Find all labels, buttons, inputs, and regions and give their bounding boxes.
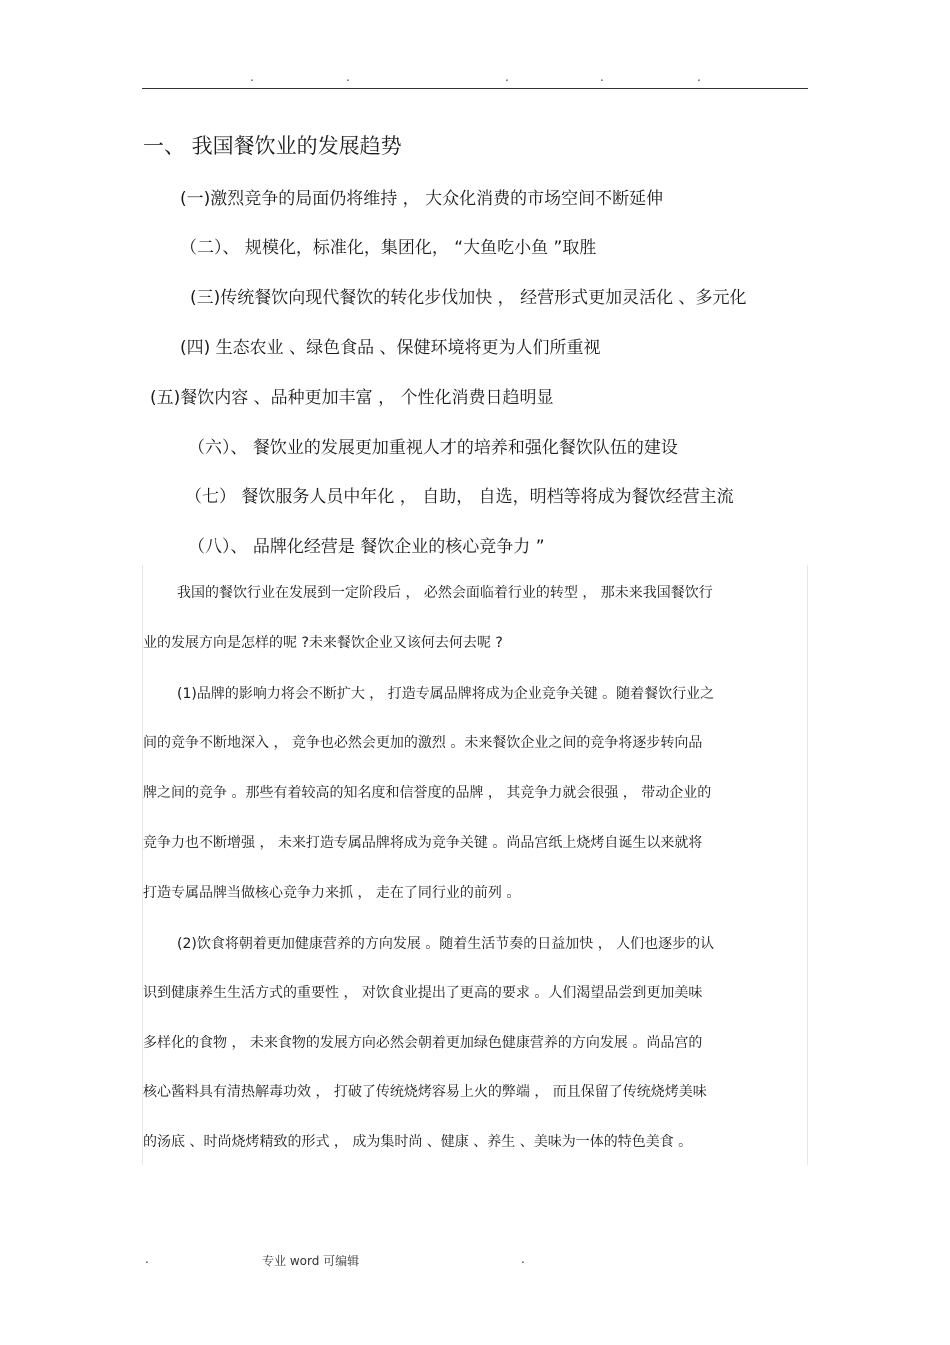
header-rule (142, 88, 808, 89)
trend-item: (三)传统餐饮向现代餐饮的转化步伐加快 ， 经营形式更加灵活化 、多元化 (190, 288, 747, 308)
header-dot: . (697, 70, 701, 84)
body-line: 多样化的食物 ， 未来食物的发展方向必然会朝着更加绿色健康营养的方向发展 。尚品宫的 (143, 1035, 703, 1051)
body-text-box (142, 565, 808, 1165)
body-line: (1)品牌的影响力将会不断扩大 ， 打造专属品牌将成为企业竞争关键 。随着餐饮行业之 (177, 686, 715, 702)
header-dot: . (346, 70, 350, 84)
body-line: 牌之间的竞争 。那些有着较高的知名度和信誉度的品牌 ， 其竞争力就会很强 ， 带动企业的 (143, 785, 712, 801)
footer-dot: . (521, 1252, 525, 1266)
body-line: 竞争力也不断增强 ， 未来打造专属品牌将成为竞争关键 。尚品宫纸上烧烤自诞生以来就将 (143, 835, 703, 851)
trend-item: （七） 餐饮服务人员中年化 ， 自助， 自选，明档等将成为餐饮经营主流 (185, 487, 734, 507)
trend-item: （八）、 品牌化经营是 餐饮企业的核心竞争力 ” (188, 537, 545, 557)
body-line: 业的发展方向是怎样的呢 ?未来餐饮企业又该何去何去呢 ? (143, 635, 503, 651)
footer-text: 专业 word 可编辑 (262, 1254, 360, 1268)
header-dot: . (250, 70, 254, 84)
header-dot: . (600, 70, 604, 84)
trend-item: (四) 生态农业 、绿色食品 、保健环境将更为人们所重视 (180, 338, 601, 358)
trend-item: （二）、 规模化，标准化，集团化， “大鱼吃小鱼 ”取胜 (180, 238, 597, 258)
body-line: (2)饮食将朝着更加健康营养的方向发展 。随着生活节奏的日益加快 ， 人们也逐步的认 (177, 936, 715, 952)
body-line: 间的竞争不断地深入 ， 竞争也必然会更加的激烈 。未来餐饮企业之间的竞争将逐步转向品 (143, 735, 703, 751)
trend-item: （六）、 餐饮业的发展更加重视人才的培养和强化餐饮队伍的建设 (188, 438, 678, 458)
trend-item: (五)餐饮内容 、品种更加丰富 ， 个性化消费日趋明显 (150, 388, 554, 408)
header-dot: . (505, 70, 509, 84)
body-line: 的汤底 、时尚烧烤精致的形式 ， 成为集时尚 、健康 、养生 、美味为一体的特色美食 。 (143, 1134, 693, 1150)
body-line: 识到健康养生生活方式的重要性 ， 对饮食业提出了更高的要求 。人们渴望品尝到更加美味 (143, 985, 703, 1001)
body-line: 核心酱料具有清热解毒功效 ， 打破了传统烧烤容易上火的弊端 ， 而且保留了传统烧烤美味 (143, 1084, 707, 1100)
trend-item: (一)激烈竞争的局面仍将维持 ， 大众化消费的市场空间不断延伸 (180, 189, 664, 209)
body-line: 我国的餐饮行业在发展到一定阶段后 ， 必然会面临着行业的转型 ， 那未来我国餐饮行 (177, 585, 713, 601)
footer-dot: . (145, 1252, 149, 1266)
body-line: 打造专属品牌当做核心竞争力来抓 ， 走在了同行业的前列 。 (143, 885, 521, 901)
section-heading: 一、 我国餐饮业的发展趋势 (143, 134, 402, 158)
